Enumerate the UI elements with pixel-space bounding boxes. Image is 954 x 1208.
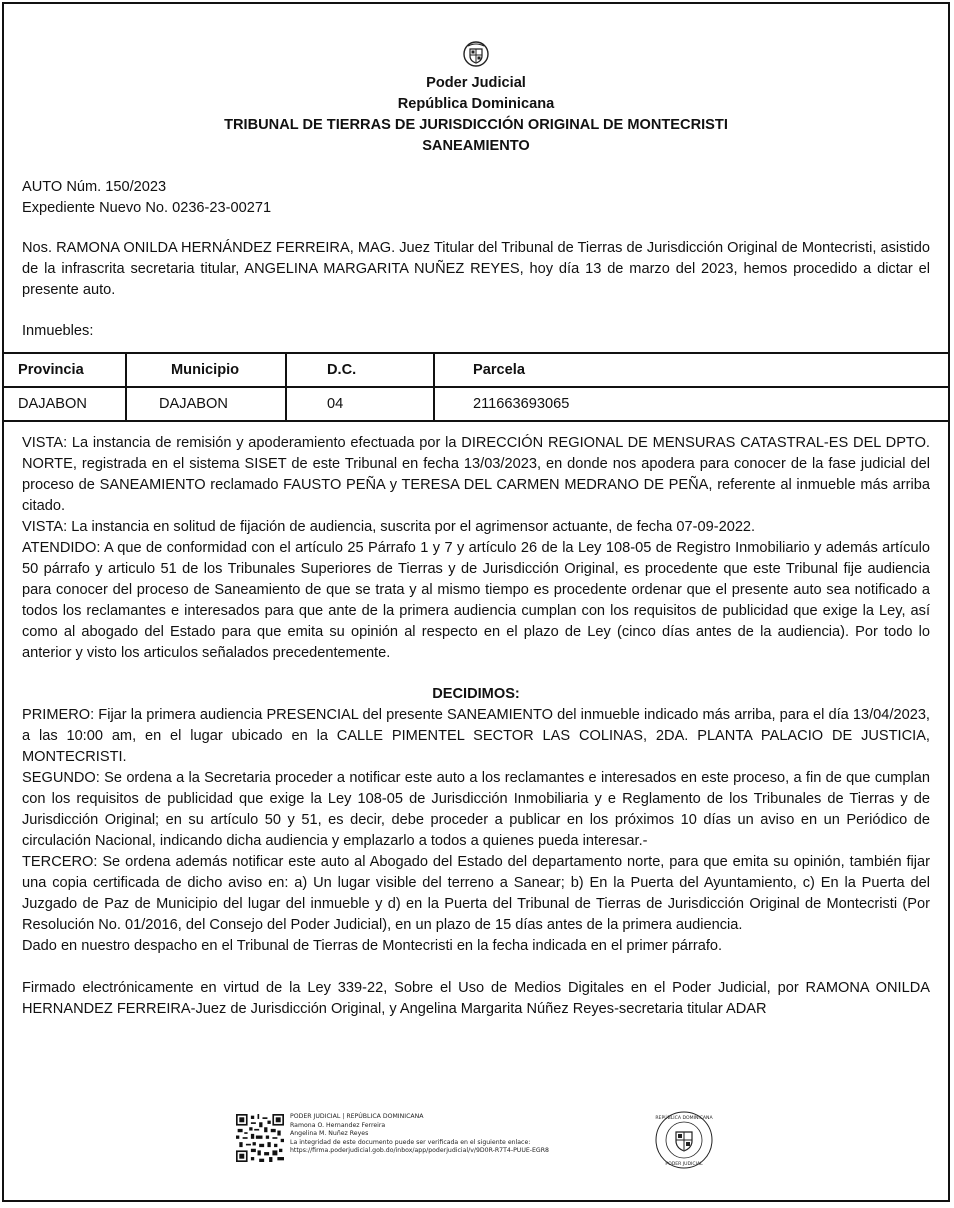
header-line-saneamiento: SANEAMIENTO	[422, 138, 530, 154]
document-header	[4, 4, 948, 157]
table-header-cell: D.C.	[286, 353, 434, 387]
table-cell: DAJABON	[4, 387, 126, 421]
seal-text-top: REPÚBLICA DOMINICANA	[655, 1116, 713, 1121]
table-row	[4, 387, 948, 421]
signature-line-secretary: Angelina M. Nuñez Reyes	[290, 1130, 369, 1138]
auto-meta	[4, 177, 948, 219]
vista-paragraph-2: VISTA: La instancia en solitud de fijación de audiencia, suscrita por el agrimensor actuante, de fecha 07-09-2022.	[22, 519, 756, 535]
atendido-paragraph: ATENDIDO: A que de conformidad con el artículo 25 Párrafo 1 y 7 y artículo 26 de la Ley 108-05 de Registro Inmobiliario y además artículo 50 párrafo y articulo 51 de los Tribunales Superiores de Tierras y de Jurisdicción Original, es procedente que este Tribunal fije audiencia para conocer del proceso de Saneamiento de que se trata y al mismo tiempo es procedente ordenar que el presente auto sea notificado a todos los reclamantes e interesados para que ante de la primera audiencia cumplan con los requisitos de publicidad que exige la Ley, así como al abogado del Estado para que emita su opinión al respecto en el plazo de Ley (cinco días antes de la audiencia). Por todo lo anterior y visto los articulos señalados precedentemente.	[22, 540, 930, 661]
intro-paragraph: Nos. RAMONA ONILDA HERNÁNDEZ FERREIRA, MAG. Juez Titular del Tribunal de Tierras de Jurisdicción Original de Montecristi, asistido de la infrascrita secretaria titular, ANGELINA MARGARITA NUÑEZ REYES, hoy día 13 de marzo del 2023, hemos procedido a dictar el presente auto.	[22, 240, 930, 298]
primero-paragraph: PRIMERO: Fijar la primera audiencia PRESENCIAL del presente SANEAMIENTO del inmueble indicado más arriba, para el día 13/04/2023, a las 10:00 am, en el lugar ubicado en la CALLE PIMENTEL SECTOR LAS COLINAS, 2DA. PLANTA PALACIO DE JUSTICIA, MONTECRISTI.	[22, 707, 930, 765]
decision-block	[4, 705, 948, 957]
header-line-poder-judicial: Poder Judicial	[426, 75, 526, 91]
electronic-signature-paragraph: Firmado electrónicamente en virtud de la Ley 339-22, Sobre el Uso de Medios Digitales en el Poder Judicial, por RAMONA ONILDA HERNANDEZ FERREIRA-Juez de Jurisdicción Original, y Angelina Margarita Núñez Reyes-secretaria titular ADAR	[22, 980, 930, 1017]
signature-line-integrity: La integridad de este documento puede ser verificada en el siguiente enlace:	[290, 1138, 531, 1146]
judicial-seal-icon	[654, 1110, 714, 1170]
vista-paragraph-1: VISTA: La instancia de remisión y apoderamiento efectuada por la DIRECCIÓN REGIONAL DE MENSURAS CATASTRAL-ES DEL DPTO. NORTE, registrada en el sistema SISET de este Tribunal en fecha 13/03/2023, en donde nos apodera para conocer de la fase judicial del proceso de SANEAMIENTO reclamado FAUSTO PEÑA y TERESA DEL CARMEN MEDRANO DE PEÑA, referente al inmueble más arriba citado.	[22, 435, 930, 514]
table-cell: DAJABON	[126, 387, 286, 421]
expediente-number: Expediente Nuevo No. 0236-23-00271	[22, 200, 272, 216]
signature-footer	[4, 1108, 948, 1172]
document-page	[2, 2, 950, 1202]
tercero-paragraph: TERCERO: Se ordena además notificar este auto al Abogado del Estado del departamento norte, para que emita su opinión, también fijar una copia certificada de dicho aviso en: a) Un lugar visible del terreno a Sanear; b) En la Puerta del Ayuntamiento, c) En la Puerta del Juzgado de Paz de Municipio del lugar del inmueble y d) en la Puerta del Tribunal de Tierras de Jurisdicción Original de Montecristi (Por Resolución No. 01/2016, del Consejo del Poder Judicial), en un plazo de 15 días antes de la primera audiencia.	[22, 854, 930, 933]
table-cell: 04	[286, 387, 434, 421]
dado-paragraph: Dado en nuestro despacho en el Tribunal de Tierras de Montecristi en la fecha indicada en el primer párrafo.	[22, 938, 723, 954]
inmuebles-label: Inmuebles:	[22, 323, 94, 339]
coat-of-arms-icon	[462, 40, 490, 73]
qr-code-icon[interactable]	[236, 1114, 284, 1162]
table-header-cell: Parcela	[434, 353, 948, 387]
considerations-block	[4, 433, 948, 664]
header-line-republica: República Dominicana	[397, 96, 555, 112]
table-cell: 211663693065	[434, 387, 948, 421]
header-line-tribunal: TRIBUNAL DE TIERRAS DE JURISDICCIÓN ORIGINAL DE MONTECRISTI	[224, 117, 728, 133]
auto-number: AUTO Núm. 150/2023	[22, 179, 167, 195]
segundo-paragraph: SEGUNDO: Se ordena a la Secretaria proceder a notificar este auto a los reclamantes e interesados en este proceso, a fin de que cumplan con los requisitos de publicidad que exige la Ley 108-05 de Jurisdicción Inmobiliaria y e Reglamento de los Tribunales de Tierras y de Jurisdicción Original; en su artículo 50 y 51, es decir, debe proceder a publicar en los próximos 10 días un aviso en un Periódico de circulación Nacional, indicando dicha audiencia y emplazarlo a todos a quienes pueda interesar.-	[22, 770, 930, 849]
inmuebles-table	[4, 352, 948, 422]
signature-details	[290, 1113, 549, 1156]
seal-text-bottom: PODER JUDICIAL	[665, 1162, 703, 1167]
decidimos-heading: DECIDIMOS:	[432, 686, 520, 702]
signature-line-judge: Ramona O. Hernandez Ferreira	[290, 1121, 386, 1129]
table-header-row	[4, 353, 948, 387]
table-header-cell: Provincia	[4, 353, 126, 387]
table-header-cell: Municipio	[126, 353, 286, 387]
verification-link[interactable]: https://firma.poderjudicial.gob.do/inbox/app/poderjudicial/v/9D0R-R7T4-PUUE-EGR8	[290, 1147, 549, 1155]
signature-line-institution: PODER JUDICIAL | REPÚBLICA DOMINICANA	[290, 1113, 424, 1120]
